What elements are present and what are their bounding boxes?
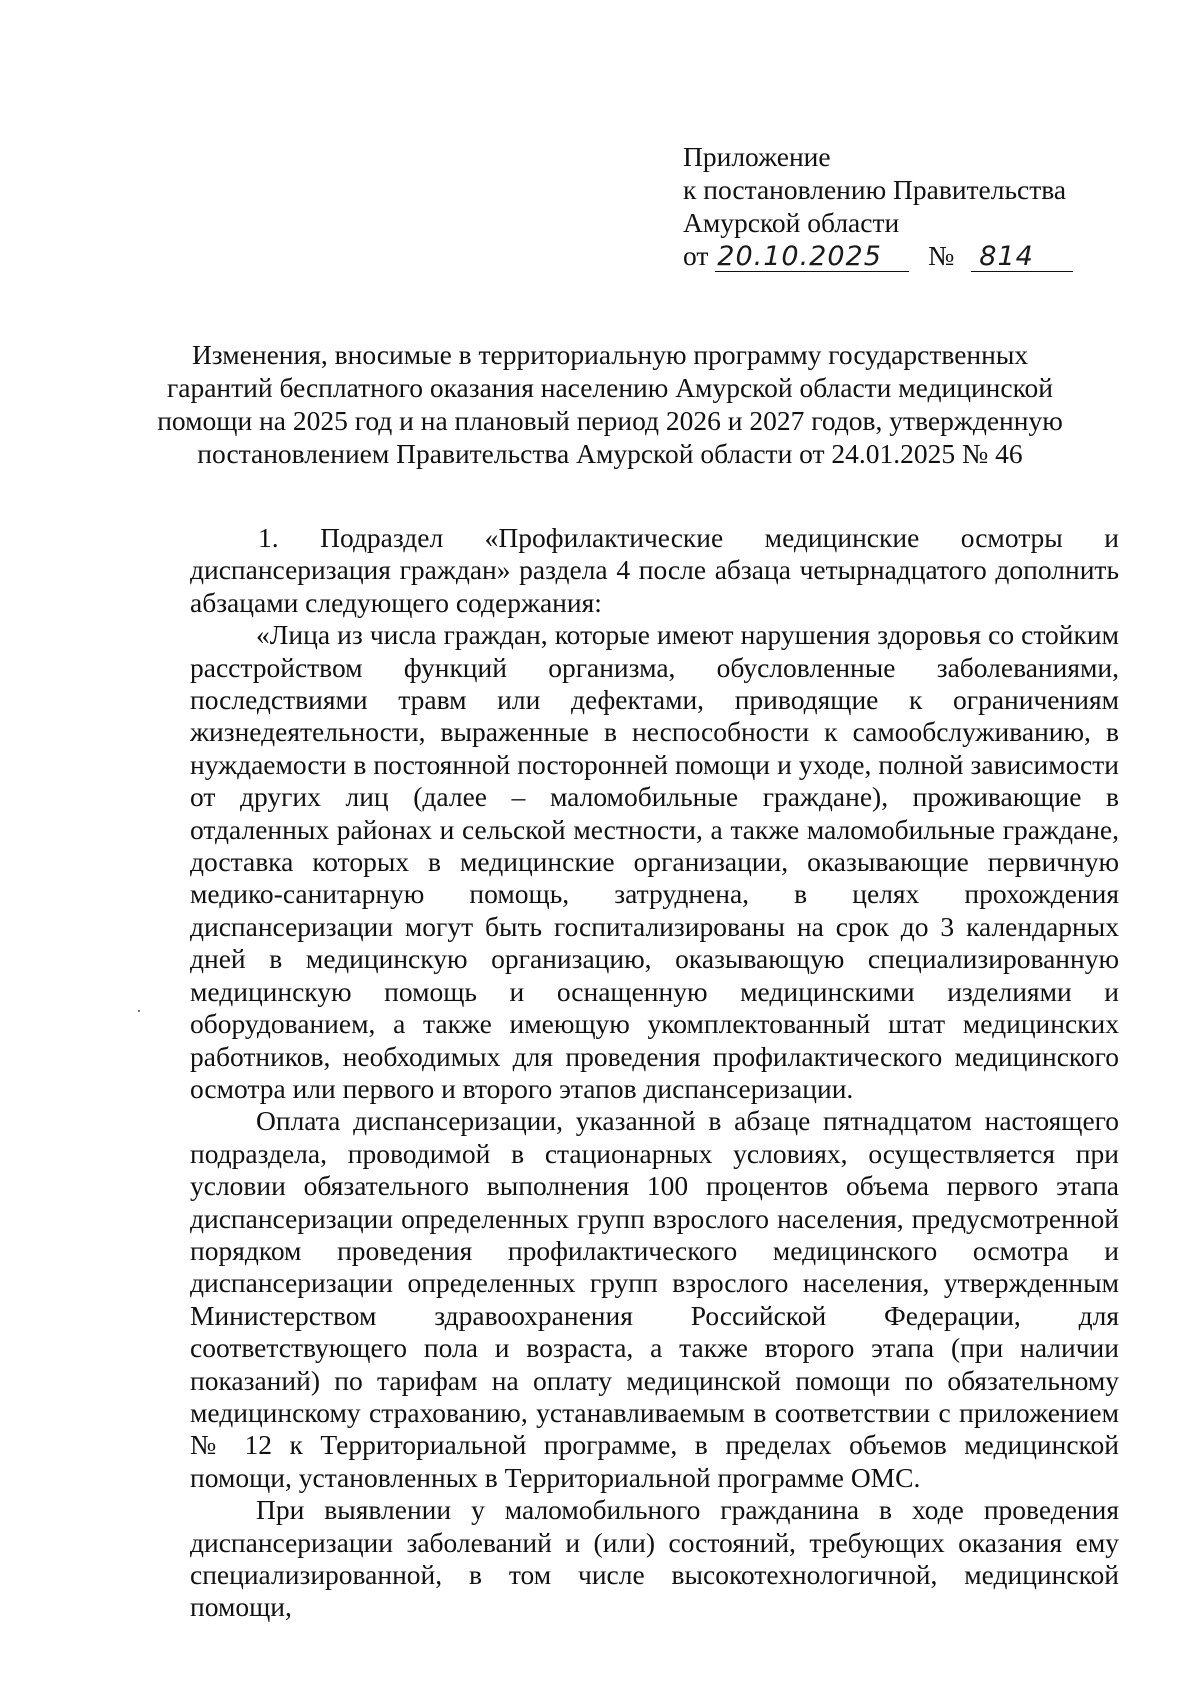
appendix-date-number-row: [683, 239, 1073, 272]
title-line-1: Изменения, вносимые в территориальную программу государственных: [191, 339, 1029, 370]
title-line-4: постановлением Правительства Амурской области от 24.01.2025 № 46: [197, 438, 1023, 469]
paragraph-4: При выявлении у маломобильного гражданина в ходе проведения диспансеризации заболеваний и (или) состояний, требующих оказания ему специализированной, в том числе высокотехнологичной, медицинской помощи,: [190, 1494, 1119, 1623]
document-body: [190, 522, 1119, 1624]
number-sign: №: [928, 240, 955, 271]
appendix-label: Приложение: [683, 141, 831, 172]
appendix-region: Амурской области: [683, 207, 900, 238]
paragraph-1: 1. Подраздел «Профилактические медицинские осмотры и диспансеризация граждан» раздела 4 после абзаца четырнадцатого дополнить абзацами следующего содержания:: [190, 522, 1119, 618]
paragraph-3: Оплата диспансеризации, указанной в абзаце пятнадцатом настоящего подраздела, проводимой в стационарных условиях, осуществляется при условии обязательного выполнения 100 процентов объема первого этапа диспансеризации определенных групп взрослого населения, предусмотренной порядком проведения профилактического медицинского осмотра и диспансеризации определенных групп взрослого населения, утвержденным Министерством здравоохранения Российской Федерации, для соответствующего пола и возраста, а также второго этапа (при наличии показаний) по тарифам на оплату медицинской помощи по обязательному медицинскому страхованию, устанавливаемым в соответствии с приложением № 12 к Территориальной программе, в пределах объемов медицинской помощи, установленных в Территориальной программе ОМС.: [190, 1105, 1119, 1493]
scan-speck: [138, 1010, 140, 1012]
document-title: [150, 338, 1070, 470]
handwritten-number: 814: [971, 243, 1073, 272]
appendix-resolution: к постановлению Правительства: [683, 174, 1067, 205]
handwritten-date: 20.10.2025: [715, 243, 909, 272]
title-line-3: помощи на 2025 год и на плановый период 2026 и 2027 годов, утвержденную: [157, 405, 1063, 436]
paragraph-2: «Лица из числа граждан, которые имеют нарушения здоровья со стойким расстройством функций организма, обусловленные заболеваниями, последствиями травм или дефектами, приводящие к ограничениям жизнедеятельности, выраженные в неспособности к самообслуживанию, в нуждаемости в постоянной посторонней помощи и уходе, полной зависимости от других лиц (далее – маломобильные граждане), проживающие в отдаленных районах и сельской местности, а также маломобильные граждане, доставка которых в медицинские организации, оказывающие первичную медико-санитарную помощь, затруднена, в целях прохождения диспансеризации могут быть госпитализированы на срок до 3 календарных дней в медицинскую организацию, оказывающую специализированную медицинскую помощь и оснащенную медицинскими изделиями и оборудованием, а также имеющую укомплектованный штат медицинских работников, необходимых для проведения профилактического медицинского осмотра или первого и второго этапов диспансеризации.: [190, 619, 1119, 1104]
appendix-header: [683, 140, 1073, 272]
title-line-2: гарантий бесплатного оказания населению Амурской области медицинской: [166, 372, 1054, 403]
date-prefix: от: [683, 240, 709, 271]
